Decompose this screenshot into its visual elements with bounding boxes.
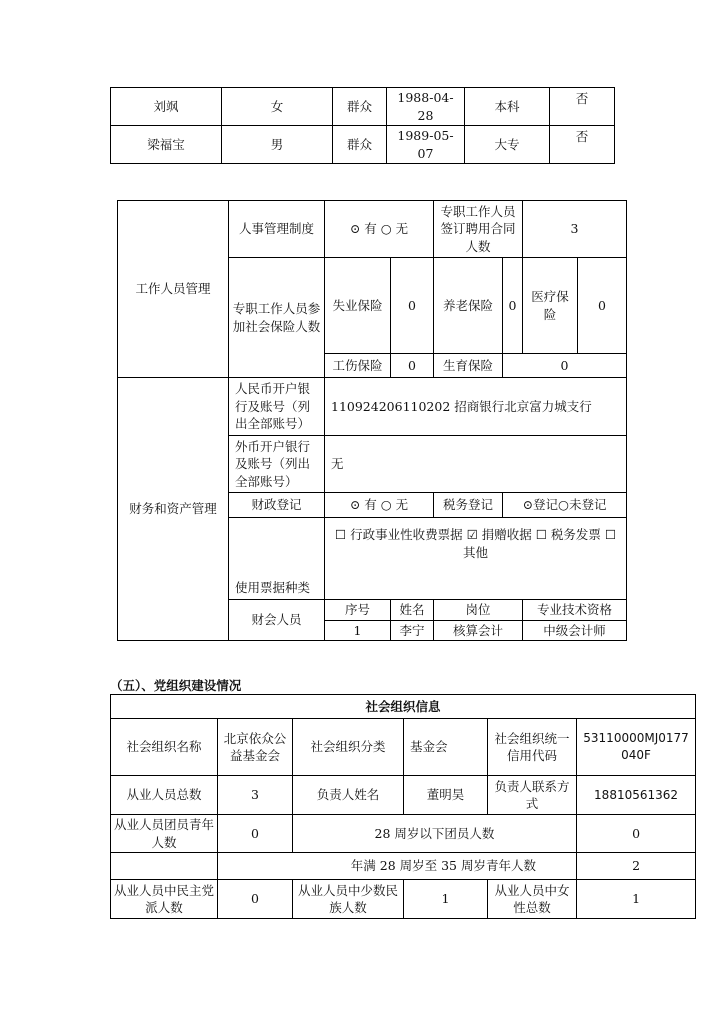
staff-gender: 女 <box>222 88 333 126</box>
leader-contact-value: 18810561362 <box>577 776 696 815</box>
fx-bank-label: 外币开户银行及账号（列出全部账号） <box>229 436 325 493</box>
staff-flag: 否 <box>550 88 615 126</box>
staff-name: 刘飒 <box>111 88 222 126</box>
minority-label: 从业人员中少数民族人数 <box>293 880 404 919</box>
youth-value: 0 <box>218 815 293 853</box>
rmb-bank-label: 人民币开户银行及账号（列出全部账号） <box>229 378 325 436</box>
staff-political: 群众 <box>333 88 387 126</box>
female-label: 从业人员中女性总数 <box>488 880 577 919</box>
leader-name-value: 董明昊 <box>404 776 488 815</box>
medical-label: 医疗保险 <box>523 258 578 354</box>
org-category-label: 社会组织分类 <box>293 719 404 776</box>
staff-mgmt-section-label: 工作人员管理 <box>118 201 229 378</box>
blank-cell <box>111 853 218 880</box>
female-value: 1 <box>577 880 696 919</box>
table-row <box>111 853 696 880</box>
table-row <box>111 880 696 919</box>
league-under28-label: 28 周岁以下团员人数 <box>293 815 577 853</box>
youth-28-35-value: 2 <box>577 853 696 880</box>
acc-header-position: 岗位 <box>434 600 523 621</box>
maternity-label: 生育保险 <box>434 354 503 378</box>
staff-name: 梁福宝 <box>111 126 222 164</box>
staff-total-value: 3 <box>218 776 293 815</box>
staff-total-label: 从业人员总数 <box>111 776 218 815</box>
pension-value: 0 <box>503 258 523 354</box>
contract-count-label: 专职工作人员签订聘用合同人数 <box>434 201 523 258</box>
pension-label: 养老保险 <box>434 258 503 354</box>
leader-contact-label: 负责人联系方式 <box>488 776 577 815</box>
staff-education: 本科 <box>465 88 550 126</box>
management-table <box>117 200 627 641</box>
staff-gender: 男 <box>222 126 333 164</box>
table-row <box>111 126 615 164</box>
table-row <box>118 378 627 436</box>
acc-header-qualification: 专业技术资格 <box>523 600 627 621</box>
table-row <box>111 776 696 815</box>
table-row <box>111 815 696 853</box>
acc-name: 李宁 <box>391 620 434 641</box>
credit-code-label: 社会组织统一信用代码 <box>488 719 577 776</box>
staff-birth: 1988-04-28 <box>387 88 465 126</box>
section-title: （五）、党组织建设情况 <box>110 678 242 693</box>
acc-header-no: 序号 <box>325 600 391 621</box>
contract-count-value: 3 <box>523 201 627 258</box>
minority-value: 1 <box>404 880 488 919</box>
invoice-value: ☐ 行政事业性收费票据 ☑ 捐赠收据 ☐ 税务发票 ☐ 其他 <box>325 518 627 600</box>
org-table-header: 社会组织信息 <box>111 695 696 719</box>
org-name-value: 北京依众公益基金会 <box>218 719 293 776</box>
insurance-label: 专职工作人员参加社会保险人数 <box>229 258 325 378</box>
staff-flag: 否 <box>550 126 615 164</box>
staff-political: 群众 <box>333 126 387 164</box>
democratic-value: 0 <box>218 880 293 919</box>
maternity-value: 0 <box>503 354 627 378</box>
acc-no: 1 <box>325 620 391 641</box>
acc-header-name: 姓名 <box>391 600 434 621</box>
medical-value: 0 <box>578 258 627 354</box>
org-name-label: 社会组织名称 <box>111 719 218 776</box>
personnel-system-value: ⊙ 有 ○ 无 <box>325 201 434 258</box>
staff-table <box>110 87 615 164</box>
youth-28-35-label: 年满 28 周岁至 35 周岁青年人数 <box>218 853 577 880</box>
finance-section-label: 财务和资产管理 <box>118 378 229 641</box>
tax-reg-label: 税务登记 <box>434 493 503 518</box>
table-row <box>111 719 696 776</box>
acc-qualification: 中级会计师 <box>523 620 627 641</box>
personnel-system-label: 人事管理制度 <box>229 201 325 258</box>
unemployment-label: 失业保险 <box>325 258 391 354</box>
fx-bank-value: 无 <box>325 436 627 493</box>
fiscal-reg-value: ⊙ 有 ○ 无 <box>325 493 434 518</box>
injury-value: 0 <box>391 354 434 378</box>
fiscal-reg-label: 财政登记 <box>229 493 325 518</box>
table-row <box>111 88 615 126</box>
acc-position: 核算会计 <box>434 620 523 641</box>
staff-education: 大专 <box>465 126 550 164</box>
democratic-label: 从业人员中民主党派人数 <box>111 880 218 919</box>
table-row <box>118 201 627 258</box>
injury-label: 工伤保险 <box>325 354 391 378</box>
table-row <box>111 695 696 719</box>
credit-code-value: 53110000MJ0177040F <box>577 719 696 776</box>
org-category-value: 基金会 <box>404 719 488 776</box>
rmb-bank-value: 110924206110202 招商银行北京富力城支行 <box>325 378 627 436</box>
org-info-table <box>110 694 696 919</box>
accountant-label: 财会人员 <box>229 600 325 641</box>
staff-birth: 1989-05-07 <box>387 126 465 164</box>
league-under28-value: 0 <box>577 815 696 853</box>
tax-reg-value: ⊙登记○未登记 <box>503 493 627 518</box>
youth-label: 从业人员团员青年人数 <box>111 815 218 853</box>
unemployment-value: 0 <box>391 258 434 354</box>
leader-name-label: 负责人姓名 <box>293 776 404 815</box>
invoice-label: 使用票据种类 <box>229 518 325 600</box>
